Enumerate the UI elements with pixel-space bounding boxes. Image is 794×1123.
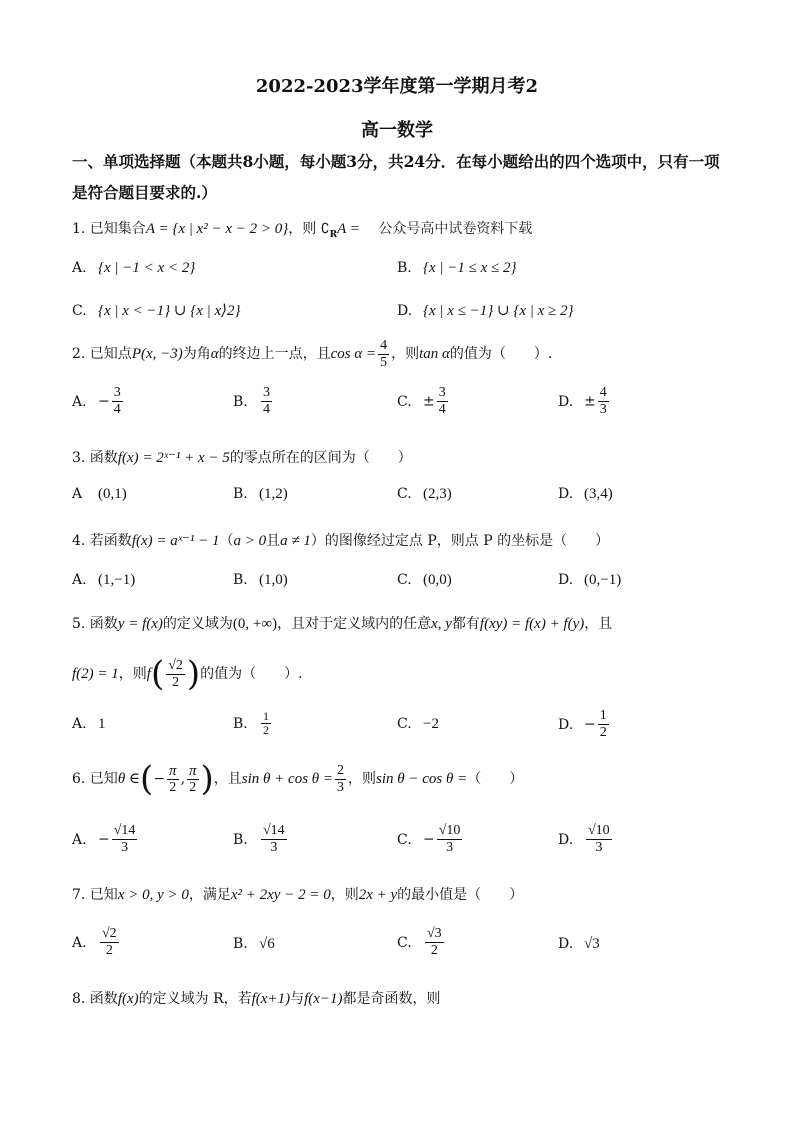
q3-option-d[interactable]: D. (3,4): [558, 486, 613, 502]
q5-text: 的值为（ ）.: [200, 666, 303, 682]
q3-text: 的零点所在的区间为（ ）: [229, 450, 412, 466]
q5-text: 都有: [451, 616, 480, 632]
q5-text: ，则: [118, 666, 147, 682]
exam-title: 2022-2023学年度第一学期月考2: [255, 76, 539, 97]
q7-expression: 2x + y: [358, 887, 398, 903]
q3-option-a[interactable]: A (0,1): [72, 486, 127, 502]
option-fraction: $\frac{√10}{3}$: [588, 823, 610, 855]
question-1-stem: 1. 已知集合A = {x | x² − x − 2 > 0}，则 $∁_RA$ = 公众号高中试卷资料下载: [72, 221, 533, 240]
q8-text: 8. 函数: [72, 991, 118, 1007]
section-heading: 一、单项选择题（本题共8小题，每小题3分，共24分．在每小题给出的四个选项中，只有一项是符合题目要求的.）: [72, 152, 720, 202]
q5-text: ，且: [584, 616, 613, 632]
question-6-stem: 6. 已知θ ∈(− $\frac{\pi}{2}$ , $\frac{\pi}{2}$ )，且sin θ + cos θ = $\frac{2}{3}$ ，则sin θ − cos θ =（ ）: [72, 759, 524, 799]
q6-text: 6. 已知: [72, 771, 118, 787]
question-8-stem: [72, 988, 441, 1008]
q1-option-a[interactable]: A. {x | −1 < x < 2}: [72, 260, 196, 276]
q2-text: 的终边上一点，且: [218, 346, 331, 362]
q2-text: 为角: [182, 346, 211, 362]
exam-subtitle: 高一数学: [361, 120, 433, 141]
q8-text: 都是奇函数，则: [342, 991, 441, 1007]
q4-text: （: [219, 533, 234, 549]
q4-option-b[interactable]: B. (1,0): [233, 572, 288, 588]
q5-text: 的定义域为: [162, 616, 233, 632]
q2-point: P(x, −3): [131, 346, 183, 362]
q1-option-d[interactable]: D. {x | x ≤ −1} ∪ {x | x ≥ 2}: [397, 303, 574, 319]
q2-text: 2. 已知点: [72, 346, 132, 362]
q2-alpha: α: [210, 346, 219, 362]
question-3-stem: [72, 447, 412, 467]
q8-f1: f(x+1): [251, 991, 291, 1007]
q1-text: ，则 ∁: [288, 221, 330, 237]
q4-text: ）的图像经过定点 P，则点 P 的坐标是（ ）: [310, 533, 610, 549]
q4-condition: a ≠ 1: [280, 533, 311, 549]
q5-text: 5. 函数: [72, 616, 118, 632]
q7-text: 的最小值是（ ）: [397, 887, 524, 903]
q5-f: f: [146, 666, 151, 682]
q6-option-a[interactable]: A. − $\frac{√14}{3}$: [72, 823, 136, 855]
q6-option-c[interactable]: C. − $\frac{√10}{3}$: [397, 823, 461, 855]
q7-equation: x² + 2xy − 2 = 0: [230, 887, 331, 903]
q4-text: 4. 若函数: [72, 533, 132, 549]
q7-option-c[interactable]: C. $\frac{√3}{2}$: [397, 926, 442, 958]
q7-option-a[interactable]: A. $\frac{√2}{2}$: [72, 926, 117, 958]
q2-option-d[interactable]: D. ± $\frac{4}{3}$: [558, 385, 607, 417]
q5-vars: x, y: [431, 616, 452, 632]
q3-option-c[interactable]: C. (2,3): [397, 486, 452, 502]
q4-option-a[interactable]: A. (1,−1): [72, 572, 136, 588]
q2-option-a[interactable]: A. − $\frac{3}{4}$: [72, 385, 121, 417]
q6-text: ，则: [348, 771, 377, 787]
q7-condition: x > 0, y > 0: [117, 887, 189, 903]
q8-f2: f(x−1): [304, 991, 343, 1007]
question-4-stem: [72, 530, 609, 550]
q7-option-d[interactable]: D. √3: [558, 936, 600, 952]
q1-option-b[interactable]: B. {x | −1 ≤ x ≤ 2}: [397, 260, 517, 276]
option-fraction: $\frac{√10}{3}$: [438, 823, 461, 855]
q6-option-b[interactable]: B. $\frac{√14}{3}$: [233, 823, 285, 855]
q4-condition: a > 0: [233, 533, 267, 549]
q4-option-c[interactable]: C. (0,0): [397, 572, 452, 588]
q2-text: 的值为（ ）.: [449, 346, 553, 362]
option-fraction: $\frac{3}{4}$: [263, 385, 270, 417]
q3-function: f(x) = 2ˣ⁻¹ + x − 5: [117, 450, 230, 466]
question-2-stem: [72, 337, 552, 371]
q6-interval-left: $\frac{\pi}{2}$: [169, 762, 177, 795]
q2-tan: tan α: [419, 346, 450, 362]
q5-domain: (0, +∞): [232, 616, 278, 632]
q5-option-a[interactable]: A. 1: [72, 716, 106, 732]
q5-option-c[interactable]: C. −2: [397, 716, 439, 732]
q6-text: （ ）: [467, 771, 524, 787]
q6-sum-fraction: $\frac{2}{3}$: [337, 762, 345, 795]
q5-text: ，且对于定义域内的任意: [277, 616, 432, 632]
option-fraction: $\frac{1}{2}$: [263, 709, 269, 737]
q8-function: f(x): [117, 991, 139, 1007]
q8-text: 的定义域为 R，若: [138, 991, 252, 1007]
q1-text: 1. 已知集合: [72, 221, 146, 237]
q6-text: ，且: [213, 771, 242, 787]
q5-option-b[interactable]: B. $\frac{1}{2}$: [233, 709, 269, 737]
q2-option-b[interactable]: B. $\frac{3}{4}$: [233, 385, 270, 417]
q6-interval-right: $\frac{\pi}{2}$: [189, 762, 197, 795]
q1-option-c[interactable]: C. {x | x < −1} ∪ {x | x⟩2}: [72, 303, 241, 319]
q7-text: ，则: [330, 887, 359, 903]
question-5-stem: [72, 613, 612, 633]
q5-function: y = f(x): [117, 616, 163, 632]
option-fraction: $\frac{√14}{3}$: [113, 823, 136, 855]
q6-sum: sin θ + cos θ =: [241, 771, 334, 787]
q3-text: 3. 函数: [72, 450, 118, 466]
q4-option-d[interactable]: D. (0,−1): [558, 572, 622, 588]
option-fraction: $\frac{√14}{3}$: [263, 823, 285, 855]
q6-option-d[interactable]: D. $\frac{√10}{3}$: [558, 823, 610, 855]
q2-text: ，则: [391, 346, 420, 362]
option-fraction: $\frac{√3}{2}$: [427, 926, 442, 958]
option-fraction: $\frac{3}{4}$: [113, 385, 121, 417]
question-7-stem: [72, 884, 523, 904]
q5-equation: f(xy) = f(x) + f(y): [479, 616, 585, 632]
option-fraction: $\frac{4}{3}$: [599, 385, 607, 417]
question-5-line2: f(2) = 1，则f( $\frac{√2}{2}$ )的值为（ ）.: [72, 654, 303, 694]
q7-option-b[interactable]: B. √6: [233, 936, 275, 952]
watermark-text: 公众号高中试卷资料下载: [378, 221, 533, 237]
option-fraction: $\frac{√2}{2}$: [102, 926, 117, 958]
q7-text: 7. 已知: [72, 887, 118, 903]
q5-fraction: $\frac{√2}{2}$: [168, 657, 183, 690]
q4-text: 且: [266, 533, 281, 549]
q6-theta: θ ∈: [117, 771, 141, 787]
q8-text: 与: [290, 991, 305, 1007]
q3-option-b[interactable]: B. (1,2): [233, 486, 288, 502]
q5-given: f(2) = 1: [72, 666, 119, 682]
q2-cos: cos α =: [330, 346, 377, 362]
q2-option-c[interactable]: C. ± $\frac{3}{4}$: [397, 385, 446, 417]
q5-option-d[interactable]: D. − $\frac{1}{2}$: [558, 708, 607, 740]
q7-text: ，满足: [188, 887, 231, 903]
q6-diff: sin θ − cos θ =: [376, 771, 468, 787]
option-fraction: $\frac{1}{2}$: [599, 708, 607, 740]
option-fraction: $\frac{3}{4}$: [438, 385, 446, 417]
q4-function: f(x) = aˣ⁻¹ − 1: [131, 533, 220, 549]
q1-set: A = {x | x² − x − 2 > 0}: [145, 221, 289, 237]
q2-fraction: $\frac{4}{5}$: [380, 337, 388, 370]
q1-complement: A =: [337, 221, 360, 237]
